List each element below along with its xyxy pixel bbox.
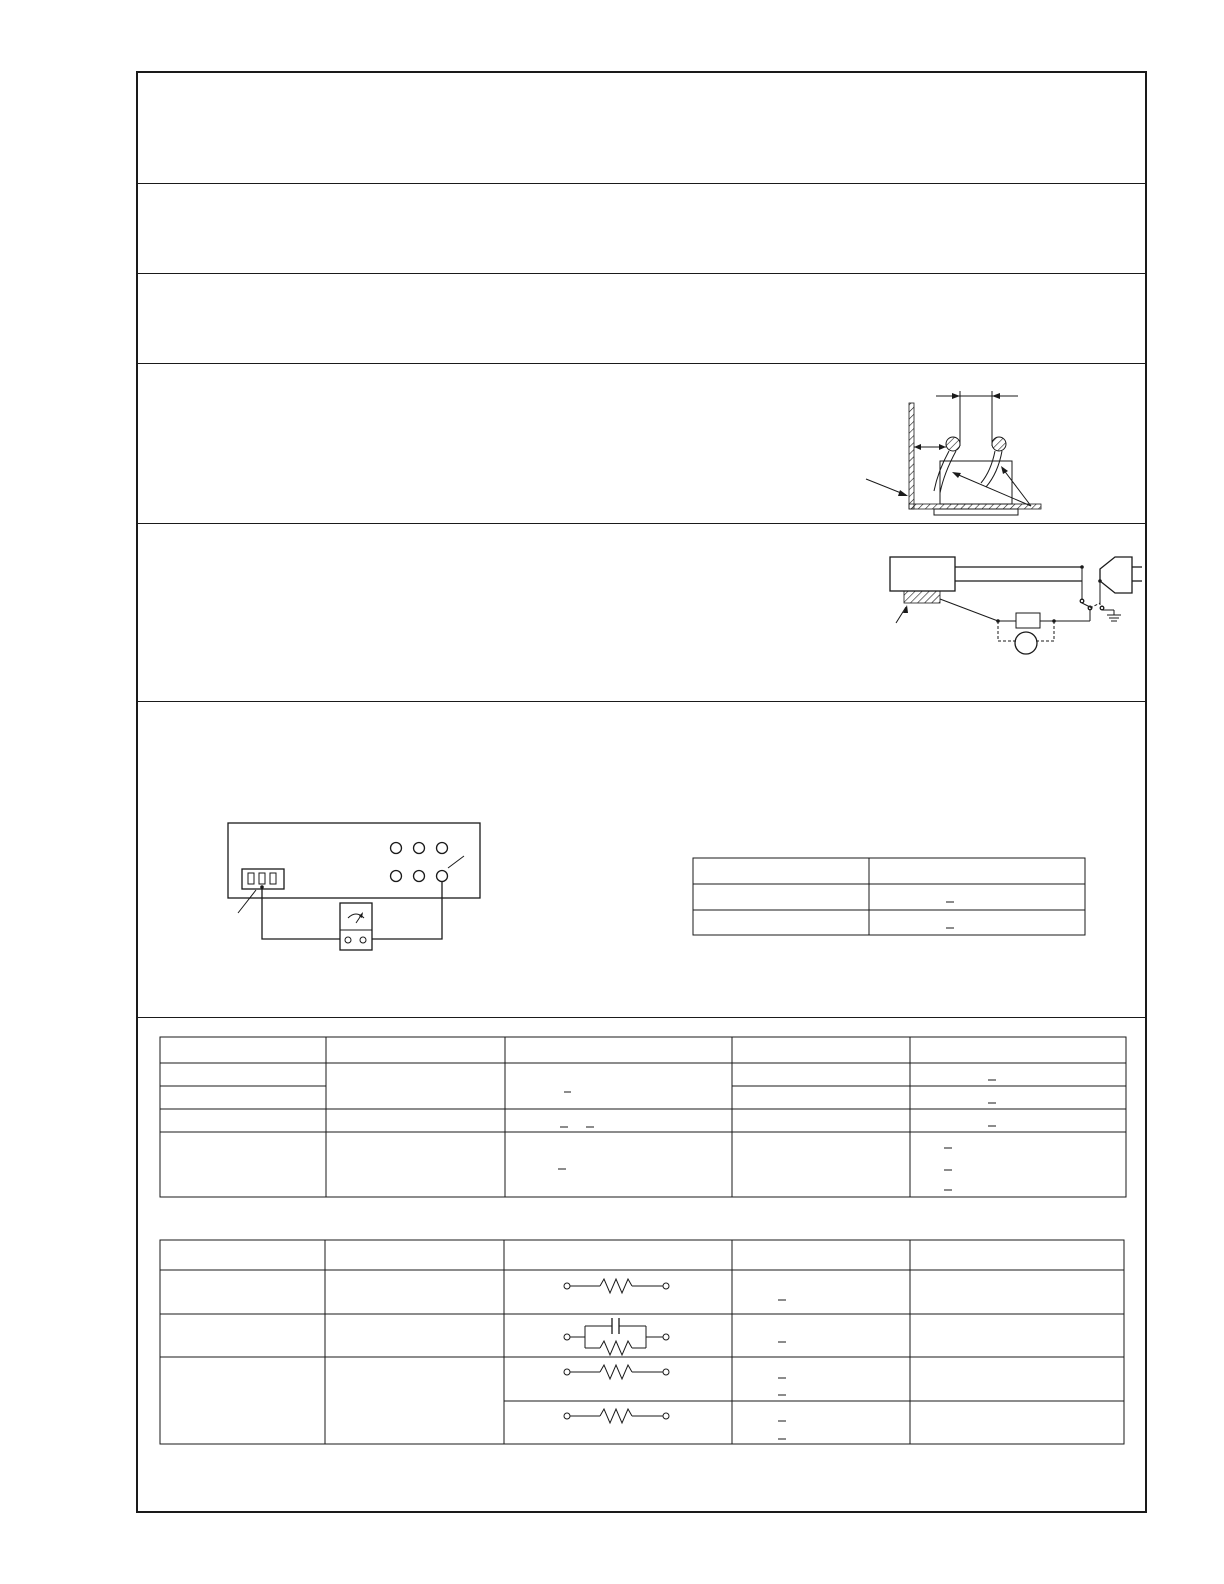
spec-table-1 [160, 1037, 1130, 1202]
section-divider [138, 183, 1145, 184]
meter-connection-diagram [208, 808, 488, 958]
section-divider [138, 523, 1145, 524]
limits-table [693, 858, 1088, 938]
resistor-symbol [564, 1409, 669, 1423]
section-divider [138, 363, 1145, 364]
spec-table-2 [160, 1240, 1130, 1450]
leakage-test-circuit [870, 551, 1145, 661]
wire-clearance-diagram [866, 391, 1046, 516]
section-divider [138, 1017, 1145, 1018]
rc-network-symbol [564, 1318, 669, 1355]
section-divider [138, 701, 1145, 702]
resistor-symbol [564, 1279, 669, 1293]
section-divider [138, 273, 1145, 274]
page-frame [136, 71, 1147, 1513]
resistor-symbol [564, 1365, 669, 1379]
